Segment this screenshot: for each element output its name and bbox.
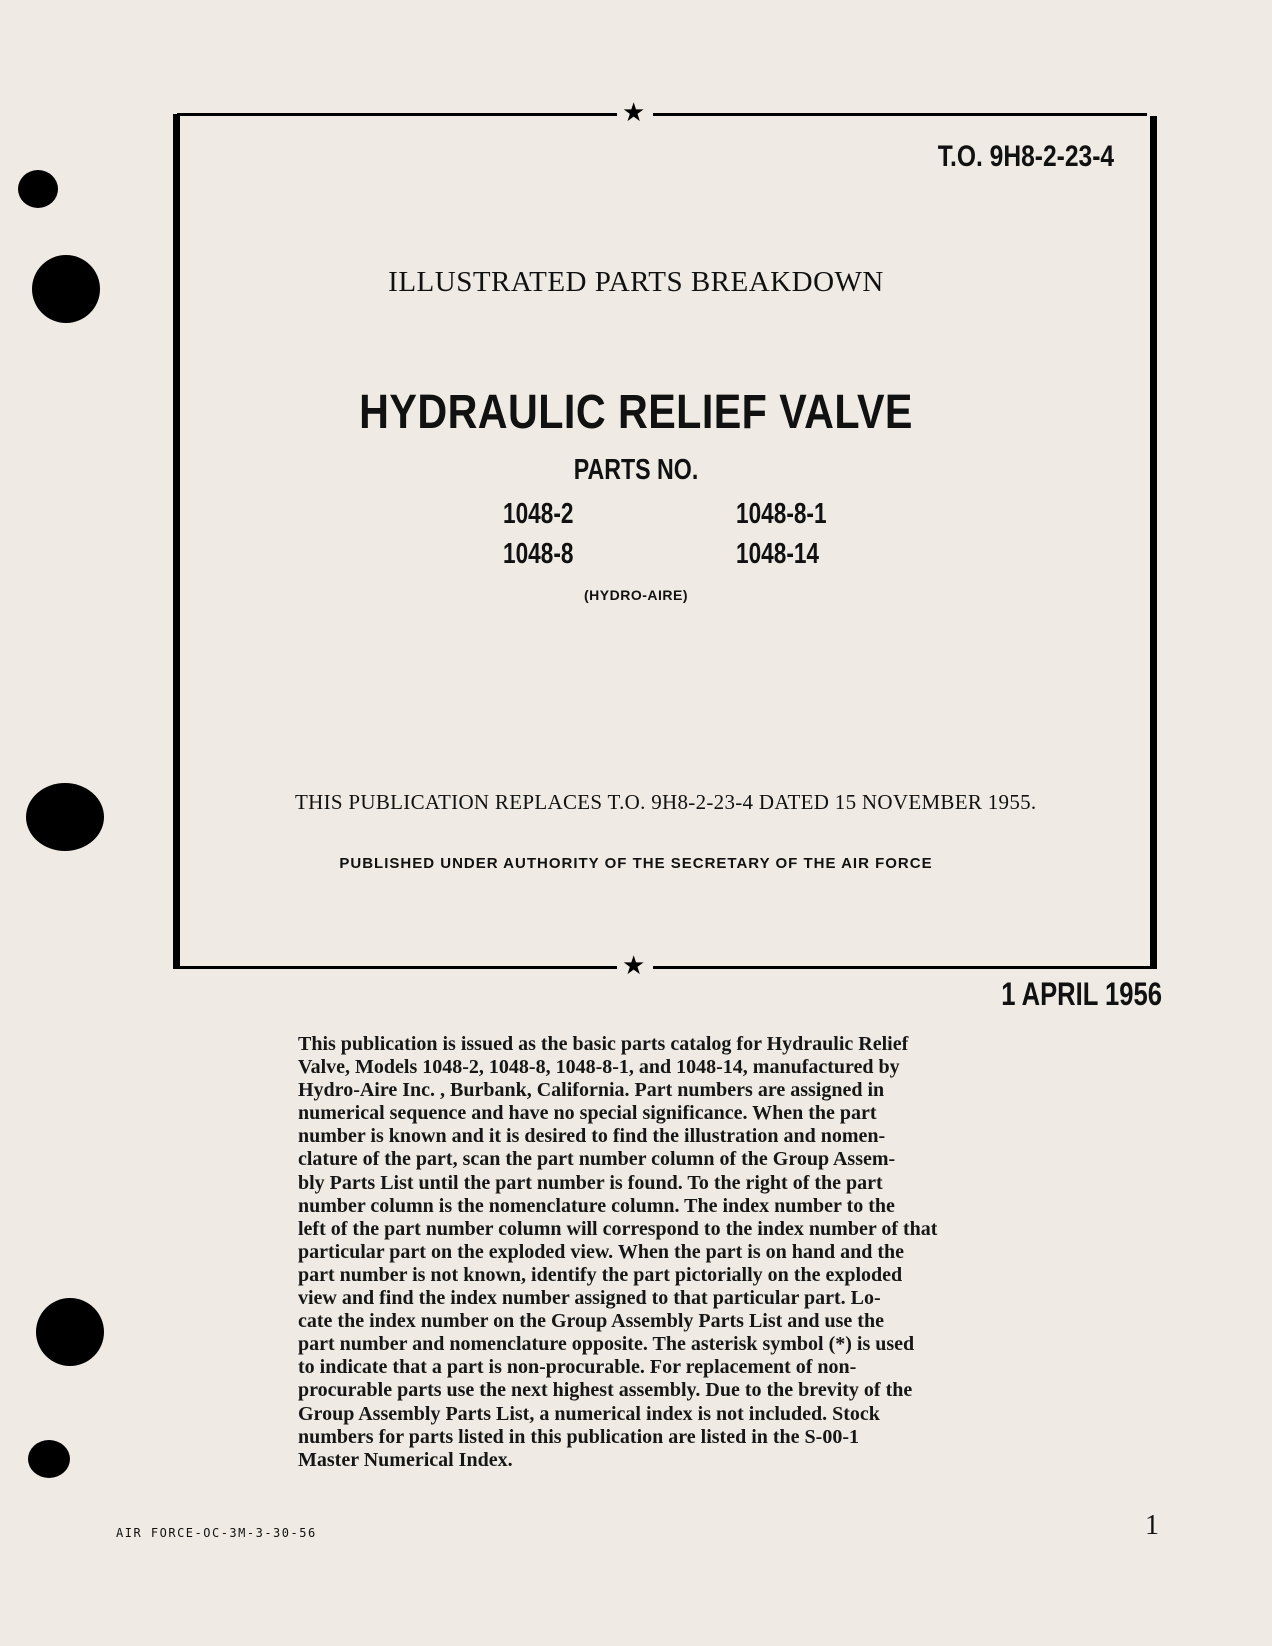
body-line: number column is the nomenclature column. The index number to the	[298, 1194, 895, 1217]
body-line: part number is not known, identify the part pictorially on the exploded	[298, 1263, 903, 1286]
body-line: view and find the index number assigned to that particular part. Lo-	[298, 1287, 881, 1310]
part-number: 1048-8	[503, 538, 574, 570]
frame-top-rule-right	[653, 113, 1147, 116]
body-line: particular part on the exploded view. When the part is on hand and the	[298, 1240, 905, 1263]
body-line: Hydro-Aire Inc. , Burbank, California. Part numbers are assigned in	[298, 1079, 885, 1102]
page-title: HYDRAULIC RELIEF VALVE	[359, 386, 913, 439]
document-type-heading: ILLUSTRATED PARTS BREAKDOWN	[388, 266, 884, 298]
binder-hole	[18, 170, 58, 208]
frame-bottom-rule-left	[177, 966, 617, 969]
binder-hole	[28, 1440, 70, 1478]
body-line: This publication is issued as the basic parts catalog for Hydraulic Relief	[298, 1033, 909, 1055]
body-line: Group Assembly Parts List, a numerical index is not included. Stock	[298, 1402, 880, 1425]
part-number: 1048-2	[503, 498, 574, 530]
star-icon: ★	[622, 98, 646, 128]
parts-no-label: PARTS NO.	[573, 454, 699, 486]
body-line: left of the part number column will correspond to the index number of that	[298, 1217, 938, 1240]
body-line: to indicate that a part is non-procurable. For replacement of non-	[298, 1356, 857, 1379]
print-code: AIR FORCE-OC-3M-3-30-56	[116, 1526, 317, 1540]
publication-date: 1 APRIL 1956	[1001, 976, 1162, 1012]
body-line: clature of the part, scan the part number column of the Group Assem-	[298, 1148, 896, 1171]
body-line: bly Parts List until the part number is found. To the right of the part	[298, 1171, 883, 1194]
introduction-paragraph	[298, 1033, 1028, 1472]
part-number: 1048-8-1	[736, 498, 827, 530]
frame-top-rule-left	[177, 113, 617, 116]
binder-hole	[26, 783, 104, 851]
binder-hole	[36, 1298, 104, 1366]
star-icon: ★	[622, 951, 646, 981]
body-line: Valve, Models 1048-2, 1048-8, 1048-8-1, and 1048-14, manufactured by	[298, 1056, 900, 1079]
body-line: number is known and it is desired to find the illustration and nomen-	[298, 1125, 886, 1148]
authority-statement: PUBLISHED UNDER AUTHORITY OF THE SECRETARY OF THE AIR FORCE	[339, 855, 933, 872]
frame-right-border	[1150, 116, 1157, 969]
body-line: Master Numerical Index.	[298, 1448, 513, 1471]
part-number: 1048-14	[736, 538, 820, 570]
body-line: numbers for parts listed in this publication are listed in the S-00-1	[298, 1425, 859, 1448]
body-line: part number and nomenclature opposite. The asterisk symbol (*) is used	[298, 1333, 915, 1356]
technical-order-number: T.O. 9H8-2-23-4	[937, 140, 1114, 173]
frame-bottom-rule-right	[653, 966, 1153, 969]
manufacturer-tag: (HYDRO-AIRE)	[584, 587, 688, 603]
body-line: procurable parts use the next highest assembly. Due to the brevity of the	[298, 1379, 913, 1402]
page-number: 1	[1145, 1510, 1159, 1541]
supersedes-notice: THIS PUBLICATION REPLACES T.O. 9H8-2-23-4 DATED 15 NOVEMBER 1955.	[295, 790, 1037, 814]
body-line: numerical sequence and have no special significance. When the part	[298, 1102, 877, 1125]
body-line: cate the index number on the Group Assembly Parts List and use the	[298, 1310, 884, 1333]
frame-left-border	[173, 114, 180, 969]
